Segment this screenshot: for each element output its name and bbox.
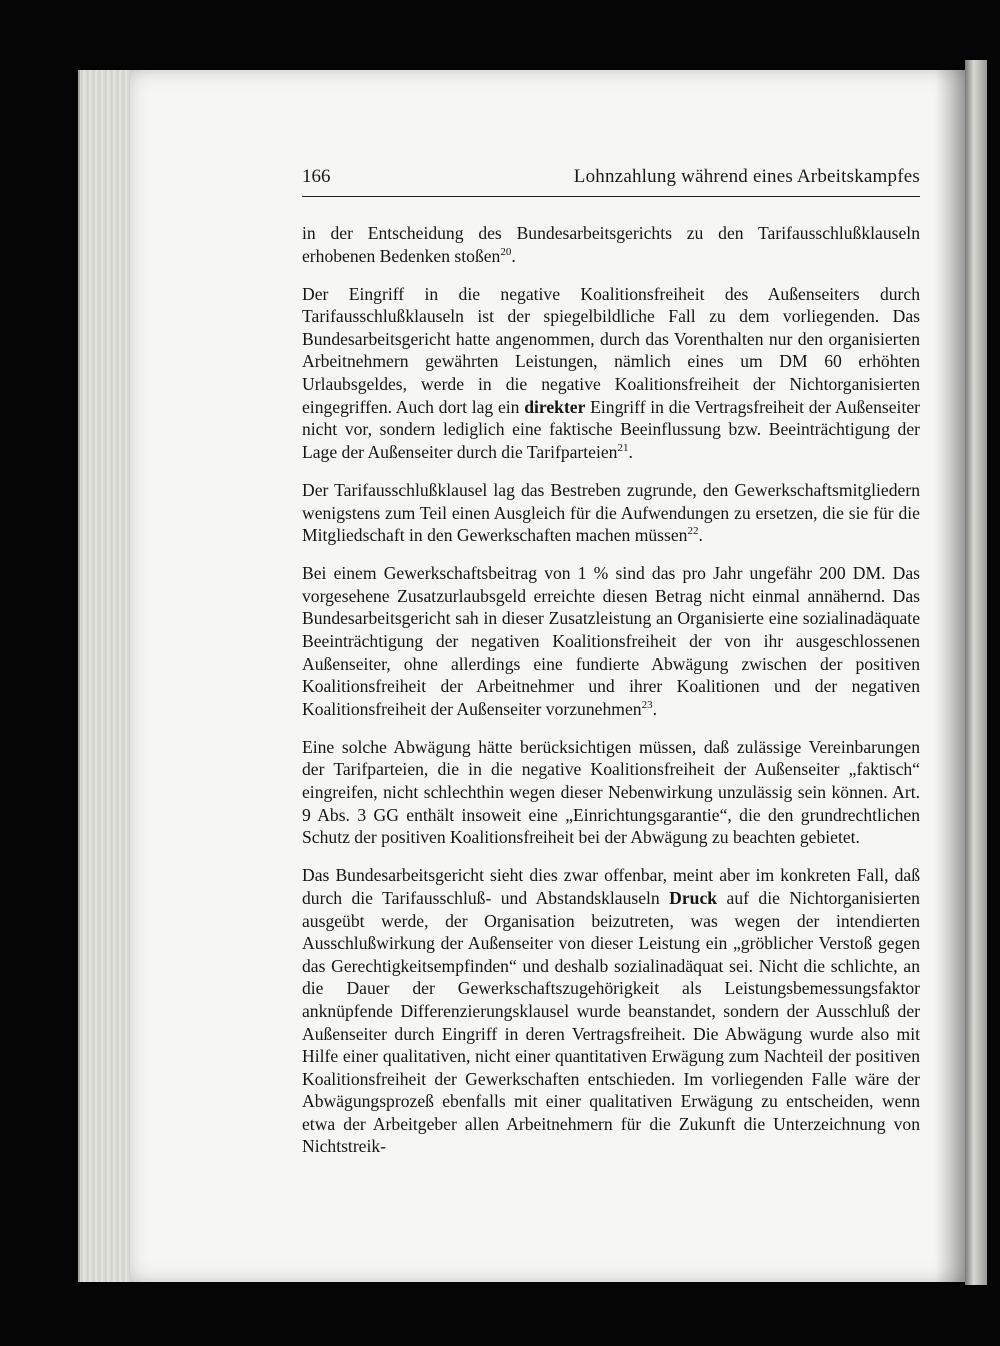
paragraph-3 xyxy=(302,479,920,547)
footnote-ref-21: 21 xyxy=(617,441,629,454)
paragraph-text: . xyxy=(511,245,516,266)
footnote-ref-22: 22 xyxy=(687,525,699,538)
header-rule xyxy=(302,196,920,197)
paragraph-text: Der Eingriff in die negative Koalitionsfreiheit des Außenseiters durch Tarifausschlußklauseln ist der spiegelbildliche Fall zu dem vorliegenden. Das Bundesarbeitsgericht hatte angenommen, durch das Vorenthalten nur den organisierten Arbeitnehmern gewährten Leistungen, nämlich eines um DM 60 erhöhten Urlaubsgeldes, werde in die negative Koalitionsfreiheit der Nichtorganisierten eingegriffen. Auch dort lag ein xyxy=(302,283,920,417)
paragraph-text: . xyxy=(652,698,657,719)
body-text xyxy=(302,222,920,1174)
paragraph-text: auf die Nichtorganisierten ausgeübt werde, der Organisation beizutreten, was wegen der intendierten Ausschlußwirkung der Außenseiter von dieser Leistung ein „gröblicher Verstoß gegen das Gerechtigkeitsempfinden“ und deshalb sozialinadäquat sei. Nicht die schlichte, an die Dauer der Gewerkschaftszugehörigkeit als Leistungsbemessungsfaktor anknüpfende Differenzierungsklausel wurde beanstandet, sondern der Ausschluß der Außenseiter durch Eingriff in deren Vertragsfreiheit. Die Abwägung wurde also mit Hilfe einer qualitativen, nicht einer quantitativen Erwägung zum Nachteil der positiven Koalitionsfreiheit der Gewerkschaften entschieden. Im vorliegenden Falle wäre der Abwägungsprozeß ebenfalls mit einer qualitativen Erwägung zu entscheiden, wenn etwa der Arbeitgeber allen Arbeitnehmern für die Zukunft die Unterzeichnung von Nichtstreik- xyxy=(302,887,920,1157)
paragraph-text: Eine solche Abwägung hätte berücksichtigen müssen, daß zulässige Vereinbarungen der Tarifparteien, die in die negative Koalitionsfreiheit der Außenseiter „faktisch“ eingreifen, nicht schlechthin wegen dieser Nebenwirkung unzulässig sein können. Art. 9 Abs. 3 GG enthält insoweit eine „Einrichtungsgarantie“, die den grundrechtlichen Schutz der positiven Koalitionsfreiheit bei der Abwägung zu beachten gebietet. xyxy=(302,736,920,848)
paragraph-text: . xyxy=(698,525,703,546)
emphasis-druck: Druck xyxy=(669,887,718,908)
book-spine-strip xyxy=(965,60,987,1285)
footnote-ref-20: 20 xyxy=(500,245,512,258)
paragraph-2 xyxy=(302,283,920,464)
emphasis-direkter: direkter xyxy=(524,396,586,417)
paragraph-1 xyxy=(302,222,920,267)
paragraph-6 xyxy=(302,864,920,1158)
paragraph-5 xyxy=(302,736,920,849)
paragraph-4 xyxy=(302,562,920,720)
paragraph-text: in der Entscheidung des Bundesarbeitsgerichts zu den Tarifausschlußklauseln erhobenen Bedenken stoßen xyxy=(302,223,920,266)
running-title: Lohnzahlung während eines Arbeitskampfes xyxy=(573,166,920,187)
running-header xyxy=(302,160,920,190)
paragraph-text: Bei einem Gewerkschaftsbeitrag von 1 % sind das pro Jahr ungefähr 200 DM. Das vorgesehene Zusatzurlaubsgeld erreichte diesen Betrag nicht einmal annähernd. Das Bundesarbeitsgericht sah in dieser Zusatzleistung an Organisierte eine sozialinadäquate Beeinträchtigung der negativen Koalitionsfreiheit der von ihr ausgeschlossenen Außenseiter, ohne allerdings eine fundierte Abwägung zwischen der positiven Koalitionsfreiheit der Arbeitnehmer und ihrer Koalitionen und der negativen Koalitionsfreiheit der Außenseiter vorzunehmen xyxy=(302,563,920,719)
paragraph-text: . xyxy=(628,441,633,462)
paragraph-text: Das Bundesarbeitsgericht sieht dies zwar offenbar, meint aber im konkreten Fall, daß durch die Tarifausschluß- und Abstandsklauseln xyxy=(302,865,920,908)
paragraph-text: Eingriff in die Vertragsfreiheit der Außenseiter nicht vor, sondern lediglich eine faktische Beeinflussung bzw. Beeinträchtigung der Lage der Außenseiter durch die Tarifparteien xyxy=(302,396,920,462)
footnote-ref-23: 23 xyxy=(641,698,653,711)
paragraph-text: Der Tarifausschlußklausel lag das Bestreben zugrunde, den Gewerkschaftsmitgliedern wenigstens zum Teil einen Ausgleich für die Aufwendungen zu ersetzen, die sie für die Mitgliedschaft in den Gewerkschaften machen müssen xyxy=(302,479,920,546)
page-number: 166 xyxy=(302,166,331,187)
